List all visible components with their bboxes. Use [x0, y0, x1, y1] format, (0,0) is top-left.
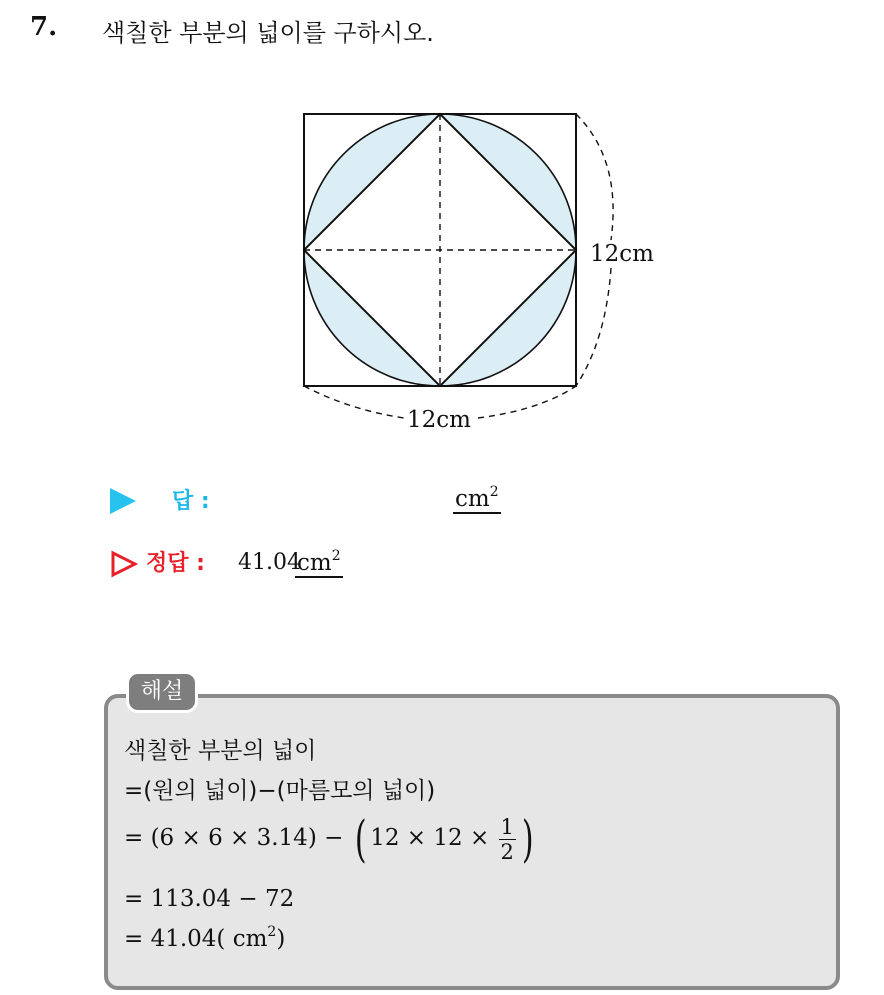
explanation-line-3: [124, 810, 537, 868]
correct-unit: $cm^2$: [297, 548, 341, 576]
play-triangle-icon: [110, 488, 136, 514]
big-close-paren: ): [521, 810, 534, 868]
width-dimension-arc-right: [478, 386, 576, 418]
correct-value: 41.04: [238, 550, 301, 575]
explanation-line-1: 색칠한 부분의 넓이: [124, 738, 317, 764]
correct-label: 정답 :: [146, 551, 205, 576]
height-dimension-arc-lower: [576, 268, 611, 386]
width-label: 12cm: [407, 407, 471, 433]
explanation-line-3-left: = (6 × 6 × 3.14) −: [124, 825, 344, 851]
explanation-line-2: =(원의 넓이)−(마름모의 넓이): [124, 778, 436, 804]
correct-answer-row: [110, 546, 610, 586]
explanation-line-4: = 113.04 − 72: [124, 886, 295, 912]
explanation-line-3-inner: 12 × 12 ×: [370, 825, 490, 851]
fraction-one-half: [499, 815, 516, 864]
question-text: 색칠한 부분의 넓이를 구하시오.: [102, 19, 434, 47]
geometry-figure: [0, 0, 884, 480]
height-label: 12cm: [590, 241, 654, 267]
explanation-line-5-suffix: ): [276, 926, 286, 952]
outline-triangle-icon: [110, 550, 138, 578]
explanation-line-5-prefix: = 41.04( cm: [124, 926, 268, 952]
fraction-numerator: 1: [500, 814, 514, 839]
fraction-denominator: 2: [500, 839, 514, 864]
explanation-line-5: [124, 926, 285, 952]
question-number: 7.: [30, 12, 58, 42]
answer-unit: $cm^2$: [455, 484, 499, 512]
explanation-line-5-exponent: 2: [267, 924, 277, 940]
height-dimension-arc: [576, 114, 613, 240]
answer-row: [110, 482, 610, 522]
explanation-tab: 해설: [126, 671, 198, 713]
width-dimension-arc: [304, 386, 404, 418]
big-open-paren: (: [354, 810, 367, 868]
answer-label: 답 :: [172, 489, 210, 514]
